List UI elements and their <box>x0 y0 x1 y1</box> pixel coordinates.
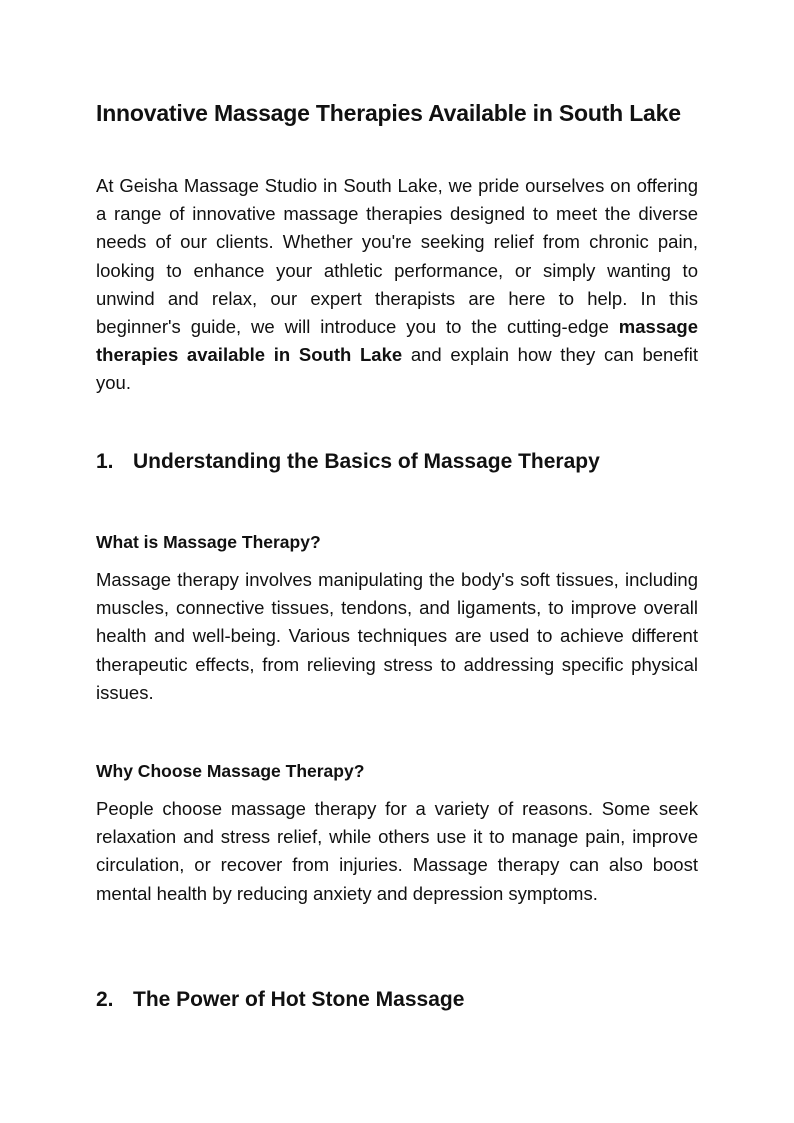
intro-text-start: At Geisha Massage Studio in South Lake, we pride ourselves on offering a range of innovative massage therapies designed to meet the diverse needs of our clients. Whether you're seeking relief from chronic pain, looking to enhance your athletic performance, or simply wanting to unwind and relax, our expert therapists are here to help. In this beginner's guide, we will introduce you to the cutting-edge <box>96 175 698 338</box>
section-title-1: Understanding the Basics of Massage Therapy <box>133 450 600 473</box>
section-number-1: 1. <box>96 450 114 473</box>
document-title: Innovative Massage Therapies Available in South Lake <box>96 100 681 126</box>
paragraph-why-choose-massage-therapy: People choose massage therapy for a variety of reasons. Some seek relaxation and stress relief, while others use it to manage pain, improve circulation, or recover from injuries. Massage therapy can also boost mental health by reducing anxiety and depression symptoms. <box>96 798 698 904</box>
intro-bold-phrase: massage therapies available in South Lake <box>96 316 698 366</box>
intro-paragraph <box>96 172 698 398</box>
subheading-what-is-massage-therapy: What is Massage Therapy? <box>96 532 321 552</box>
subheading-why-choose-massage-therapy: Why Choose Massage Therapy? <box>96 761 365 781</box>
intro-text-end: and explain how they can benefit you. <box>96 344 698 394</box>
section-title-2: The Power of Hot Stone Massage <box>133 988 465 1011</box>
section-heading-2 <box>96 985 716 1015</box>
section-heading-1 <box>96 447 716 477</box>
paragraph-what-is-massage-therapy: Massage therapy involves manipulating the body's soft tissues, including muscles, connective tissues, tendons, and ligaments, to improve overall health and well-being. Various techniques are used to achieve different therapeutic effects, from relieving stress to addressing specific physical issues. <box>96 569 698 703</box>
section-number-2: 2. <box>96 988 114 1011</box>
